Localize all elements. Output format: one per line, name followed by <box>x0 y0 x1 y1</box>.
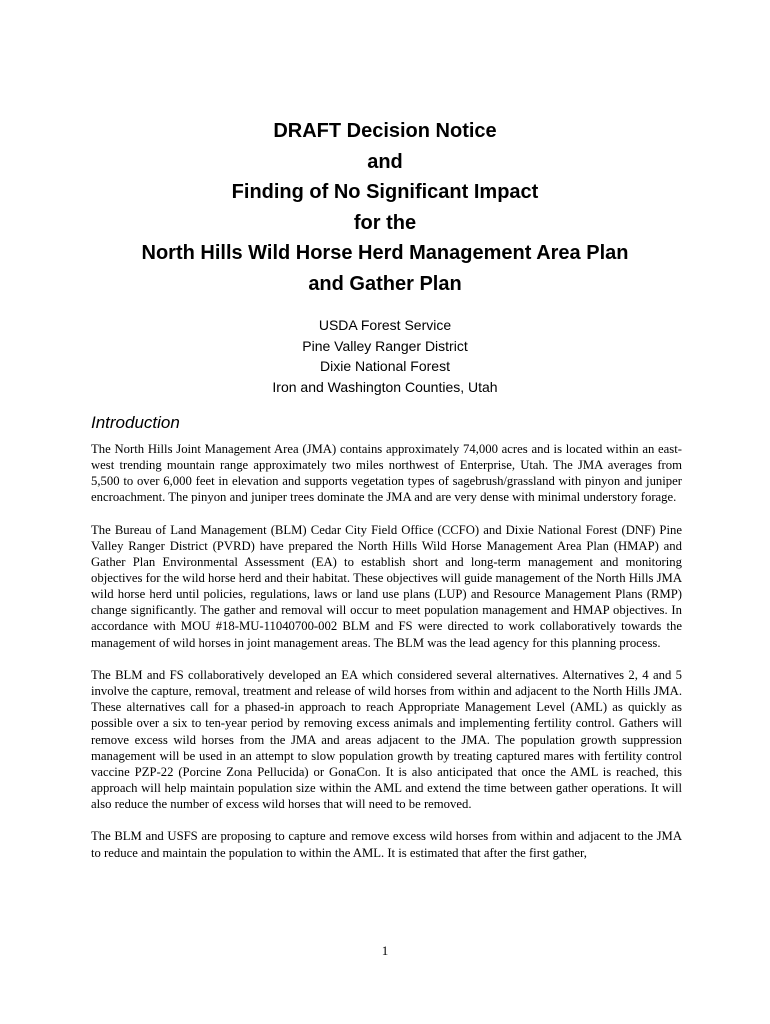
body-text <box>91 441 682 877</box>
agency-line: Dixie National Forest <box>320 358 450 374</box>
document-title <box>0 116 770 300</box>
section-heading: Introduction <box>91 413 180 432</box>
agency-line: Iron and Washington Counties, Utah <box>272 378 498 395</box>
title-line: and Gather Plan <box>308 272 462 295</box>
paragraph: The BLM and USFS are proposing to capture and remove excess wild horses from within and adjacent to the JMA to reduce and maintain the population to within the AML. It is estimated that after the first gather, <box>91 829 682 860</box>
title-line: and <box>367 150 403 173</box>
paragraph: The BLM and FS collaboratively developed an EA which considered several alternatives. Alternatives 2, 4 and 5 involve the capture, removal, treatment and release of wild horses from within and adjacent to the North Hills JMA. These alternatives call for a phased-in approach to reach Appropriate Management Level (AML) as quickly as possible over a six to ten-year period by removing excess animals and implementing fertility control. Gathers will remove excess wild horses from the JMA and areas adjacent to the JMA. The population growth suppression management will be used in an attempt to slow population growth by treating captured mares with fertility control vaccine PZP-22 (Porcine Zona Pellucida) or GonaCon. It is also anticipated that once the AML is reached, this approach will help maintain population size within the AML and extend the time between gather operations. It will also reduce the number of excess wild horses that will need to be removed. <box>91 668 682 811</box>
agency-info <box>0 315 770 397</box>
page-number: 1 <box>381 943 389 958</box>
agency-line: USDA Forest Service <box>318 317 452 333</box>
paragraph: The North Hills Joint Management Area (JMA) contains approximately 74,000 acres and is located within an east-west trending mountain range approximately two miles northwest of Enterprise, Utah. The JMA averages from 5,500 to over 6,000 feet in elevation and supports vegetation types of sagebrush/grassland with pinyon and juniper encroachment. The pinyon and juniper trees dominate the JMA and are very dense with minimal understory forage. <box>91 442 682 505</box>
paragraph: The Bureau of Land Management (BLM) Cedar City Field Office (CCFO) and Dixie National Forest (DNF) Pine Valley Ranger District (PVRD) have prepared the North Hills Wild Horse Management Area Plan (HMAP) and Gather Plan Environmental Assessment (EA) to establish short and long-term management and monitoring objectives for the wild horse herd and their habitat. These objectives will guide management of the North Hills JMA wild horse herd until policies, regulations, laws or land use plans (LUP) and Resource Management Plans (RMP) change significantly. The gather and removal will occur to meet population management and HMAP objectives. In accordance with MOU #18-MU-11040700-002 BLM and FS were directed to work collaboratively towards the management of wild horses in joint management areas. The BLM was the lead agency for this planning process. <box>91 522 682 650</box>
title-line: for the <box>353 211 417 234</box>
title-line: DRAFT Decision Notice <box>273 120 497 142</box>
title-line: Finding of No Significant Impact <box>231 181 539 204</box>
agency-line: Pine Valley Ranger District <box>302 337 468 354</box>
title-line: North Hills Wild Horse Herd Management Area Plan <box>141 242 629 265</box>
